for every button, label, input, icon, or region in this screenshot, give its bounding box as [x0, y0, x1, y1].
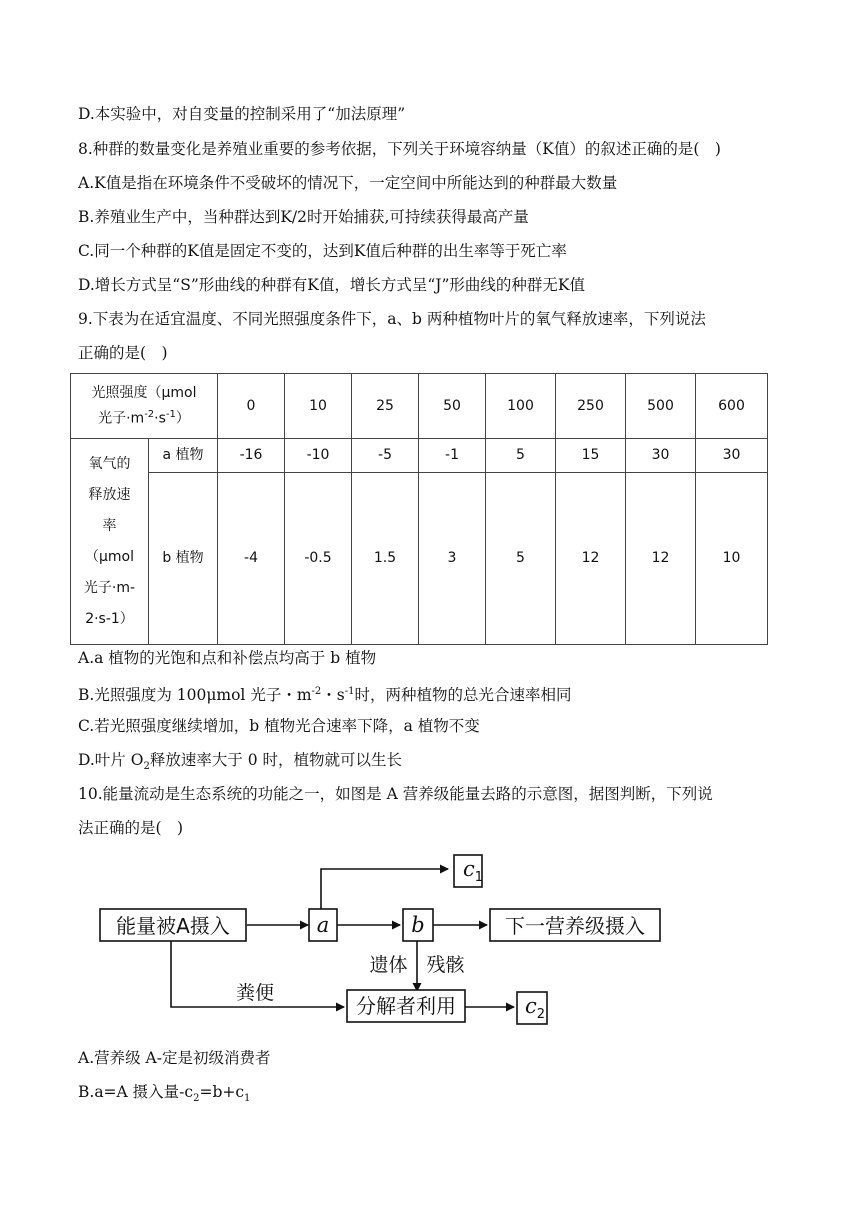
- table-cell: 10: [696, 473, 768, 645]
- light-intensity-header: [71, 374, 218, 439]
- row-label-line: （μmol: [85, 548, 134, 565]
- header-unit-exponent: -2: [144, 408, 155, 420]
- header-unit-text: ·s: [154, 410, 166, 427]
- table-cell: -4: [218, 473, 285, 645]
- table-row-plant-a: [71, 439, 768, 473]
- c1-subscript: 1: [474, 870, 484, 885]
- table-cell: -10: [285, 439, 352, 473]
- intensity-cell: 25: [352, 374, 419, 439]
- intensity-cell: 250: [556, 374, 626, 439]
- table-cell: -0.5: [285, 473, 352, 645]
- table-cell: -1: [419, 439, 486, 473]
- table-cell: 5: [486, 473, 556, 645]
- q9-stem-line1: 9.下表为在适宜温度、不同光照强度条件下，a、b 两种植物叶片的氧气释放速率，下列说法: [78, 310, 706, 328]
- q9-option-d: [78, 749, 402, 778]
- q9-option-b-exponent: -2: [311, 686, 322, 697]
- table-cell: 12: [556, 473, 626, 645]
- row-label-line: 2·s-1）: [85, 610, 134, 627]
- plant-b-label: b 植物: [149, 473, 218, 645]
- row-label-line: 光子·m-: [83, 579, 136, 596]
- intensity-cell: 600: [696, 374, 768, 439]
- table-cell: 30: [696, 439, 768, 473]
- table-row-plant-b: [71, 473, 768, 645]
- plant-a-label: a 植物: [149, 439, 218, 473]
- table-cell: -5: [352, 439, 419, 473]
- intensity-cell: 500: [626, 374, 696, 439]
- q10-option-b-subscript: 1: [244, 1093, 251, 1105]
- q9-option-b-text: 时，两种植物的总光合速率相同: [354, 686, 572, 705]
- q9-option-b-text: ・s: [321, 686, 345, 705]
- intensity-cell: 0: [218, 374, 285, 439]
- table-cell: 15: [556, 439, 626, 473]
- table-cell: 30: [626, 439, 696, 473]
- table-cell: 12: [626, 473, 696, 645]
- a-label: a: [316, 913, 330, 937]
- c1-letter: c: [463, 857, 475, 881]
- q10-option-a: A.营养级 A-定是初级消费者: [78, 1049, 271, 1067]
- intake-label: 能量被A摄入: [116, 914, 230, 938]
- table-cell: 1.5: [352, 473, 419, 645]
- feces-label: 粪便: [235, 982, 275, 1004]
- q8-option-a: A.K值是指在环境条件不受破坏的情况下，一定空间中所能达到的种群最大数量: [78, 174, 618, 192]
- q9-option-c: C.若光照强度继续增加，b 植物光合速率下降，a 植物不变: [78, 717, 480, 735]
- header-unit-exponent: -1: [165, 408, 176, 420]
- q9-option-d-text: D.叶片 O: [78, 751, 144, 769]
- intensity-cell: 10: [285, 374, 352, 439]
- remains-label: 遗体 残骸: [369, 954, 465, 976]
- intensity-cell: 100: [486, 374, 556, 439]
- q10-option-b: [78, 1081, 250, 1110]
- q9-option-b-text: B.光照强度为 100μmol 光子・m: [78, 686, 312, 705]
- q9-option-a: A.a 植物的光饱和点和补偿点均高于 b 植物: [78, 649, 377, 667]
- intensity-cell: 50: [419, 374, 486, 439]
- q8-option-b: B.养殖业生产中，当种群达到K/2时开始捕获,可持续获得最高产量: [78, 208, 529, 226]
- row-label-line: 氧气的: [88, 455, 131, 472]
- q9-option-d-subscript: 2: [143, 761, 150, 773]
- q10-option-b-subscript: 2: [193, 1093, 200, 1105]
- q9-option-b: [78, 681, 572, 706]
- q8-option-d: D.增长方式呈“S”形曲线的种群有K值，增长方式呈“J”形曲线的种群无K值: [78, 276, 585, 294]
- table-cell: 3: [419, 473, 486, 645]
- q10-option-b-text: B.a=A 摄入量-c: [78, 1083, 194, 1101]
- row-label-line: 释放速: [88, 486, 131, 503]
- b-label: b: [411, 913, 425, 937]
- q8-option-c: C.同一个种群的K值是固定不变的，达到K值后种群的出生率等于死亡率: [78, 242, 567, 260]
- q9-option-d-text: 释放速率大于 0 时，植物就可以生长: [149, 751, 403, 769]
- q10-option-b-text: =b+c: [199, 1083, 245, 1101]
- light-intensity-header-line2: [71, 404, 217, 430]
- energy-flow-diagram: [95, 845, 675, 1035]
- table-cell: -16: [218, 439, 285, 473]
- c2-subscript: 2: [536, 1007, 546, 1022]
- q9-option-b-exponent: -1: [344, 686, 355, 697]
- arrow-a-to-c1: [321, 869, 448, 911]
- next-level-label: 下一营养级摄入: [505, 914, 645, 938]
- q9-stem-line2: 正确的是( ): [78, 344, 168, 362]
- q10-stem-line2: 法正确的是( ): [78, 819, 184, 837]
- c2-letter: c: [525, 994, 537, 1018]
- light-intensity-header-line1: 光照强度（μmol: [91, 384, 197, 401]
- row-label-line: 率: [102, 517, 117, 534]
- oxygen-rate-row-label: [71, 439, 149, 645]
- header-unit-text: ）: [175, 410, 190, 427]
- decomposer-label: 分解者利用: [356, 994, 456, 1018]
- q10-stem-line1: 10.能量流动是生态系统的功能之一，如图是 A 营养级能量去路的示意图，据图判断，下列说: [78, 785, 713, 803]
- oxygen-release-table: [70, 373, 768, 645]
- q7-option-d: D.本实验中，对自变量的控制采用了“加法原理”: [78, 105, 406, 123]
- table-header-row: [71, 374, 768, 439]
- q8-stem: 8.种群的数量变化是养殖业重要的参考依据，下列关于环境容纳量（K值）的叙述正确的是( ): [78, 140, 721, 158]
- header-unit-text: 光子·m: [98, 410, 145, 427]
- table-cell: 5: [486, 439, 556, 473]
